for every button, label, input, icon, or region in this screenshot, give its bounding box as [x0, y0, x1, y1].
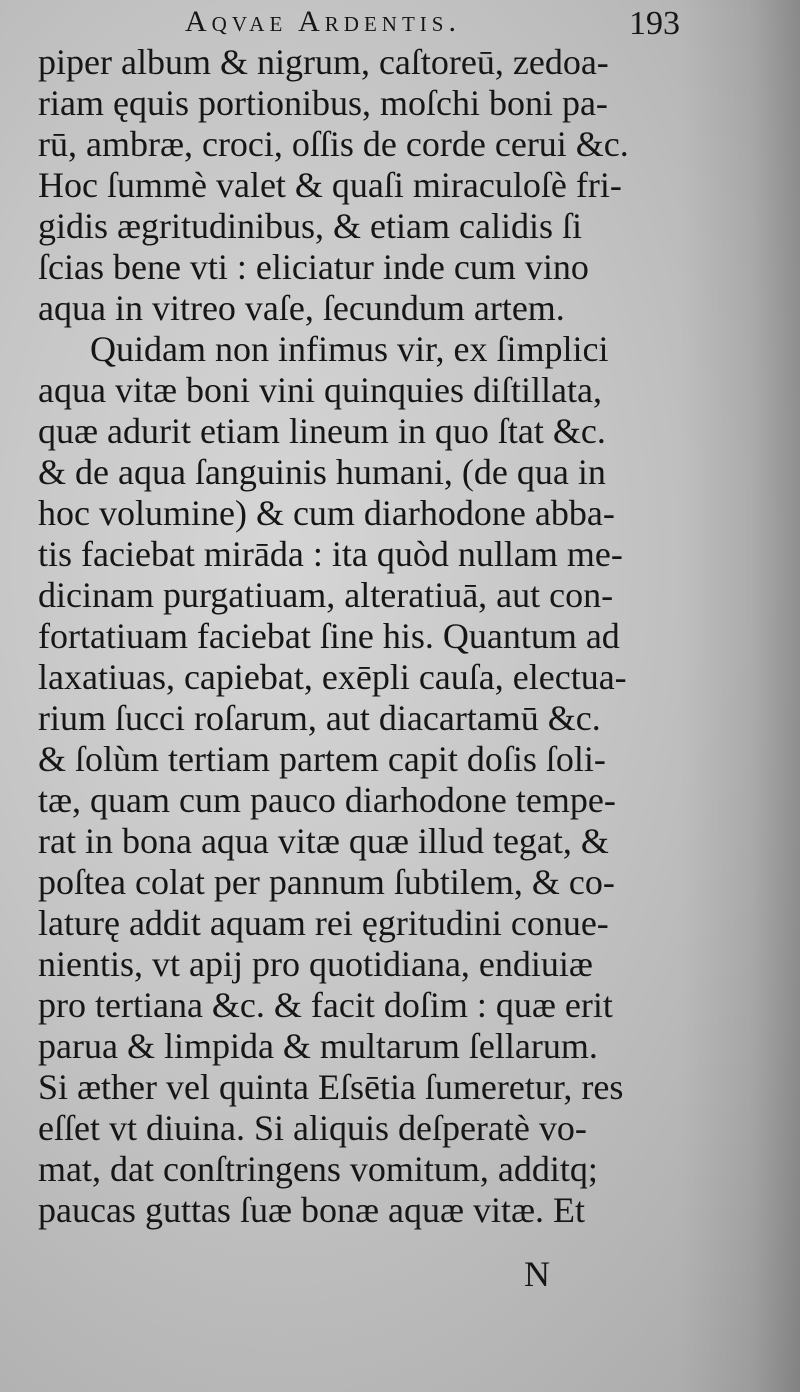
page-number: 193 [629, 5, 680, 42]
text-line: & de aqua ſanguinis humani, (de qua in [38, 452, 606, 492]
text-line: dicinam purgatiuam, alteratiuā, aut con- [38, 575, 614, 615]
text-line: tæ, quam cum pauco diarhodone tempe- [38, 780, 616, 820]
text-line: nientis, vt apij pro quotidiana, endiuiæ [38, 944, 593, 984]
text-line: rū, ambræ, croci, oſſis de corde cerui &c. [38, 124, 629, 164]
text-line: & ſolùm tertiam partem capit doſis ſoli- [38, 739, 606, 779]
text-line: laturę addit aquam rei ęgritudini conue- [38, 903, 609, 943]
text-line: riam ęquis portionibus, moſchi boni pa- [38, 83, 608, 123]
text-line: rat in bona aqua vitæ quæ illud tegat, & [38, 821, 609, 861]
page-header [40, 0, 680, 44]
signature-mark: N [524, 1254, 550, 1294]
text-line: piper album & nigrum, caſtoreū, zedoa- [38, 42, 609, 82]
paragraph-first-line: Quidam non infimus vir, ex ſimplici [90, 329, 609, 369]
text-line: mat, dat conſtringens vomitum, additq; [38, 1149, 598, 1189]
text-line: aqua vitæ boni vini quinquies diſtillata, [38, 370, 602, 410]
text-line: hoc volumine) & cum diarhodone abba- [38, 493, 615, 533]
text-line: poſtea colat per pannum ſubtilem, & co- [38, 862, 615, 902]
text-line: fortatiuam faciebat ſine his. Quantum ad [38, 616, 620, 656]
text-line: laxatiuas, capiebat, exēpli cauſa, electua- [38, 657, 627, 697]
body-text [38, 42, 688, 1231]
text-line: pro tertiana &c. & facit doſim : quæ erit [38, 985, 613, 1025]
text-line: Si æther vel quinta Eſsētia ſumeretur, res [38, 1067, 624, 1107]
text-line: rium ſucci roſarum, aut diacartamū &c. [38, 698, 601, 738]
page-edge-shadow [680, 0, 800, 1392]
text-line: ſcias bene vti : eliciatur inde cum vino [38, 247, 589, 287]
text-line: Hoc ſummè valet & quaſi miraculoſè fri- [38, 165, 622, 205]
text-line: gidis ægritudinibus, & etiam calidis ſi [38, 206, 582, 246]
text-line: aqua in vitreo vaſe, ſecundum artem. [38, 288, 565, 328]
text-line: tis faciebat mirāda : ita quòd nullam me- [38, 534, 623, 574]
running-head: Aqvae Ardentis. [185, 5, 461, 38]
text-line: paucas guttas ſuæ bonæ aquæ vitæ. Et [38, 1190, 585, 1230]
text-line: parua & limpida & multarum ſellarum. [38, 1026, 598, 1066]
text-line: quæ adurit etiam lineum in quo ſtat &c. [38, 411, 606, 451]
text-line: eſſet vt diuina. Si aliquis deſperatè vo- [38, 1108, 587, 1148]
